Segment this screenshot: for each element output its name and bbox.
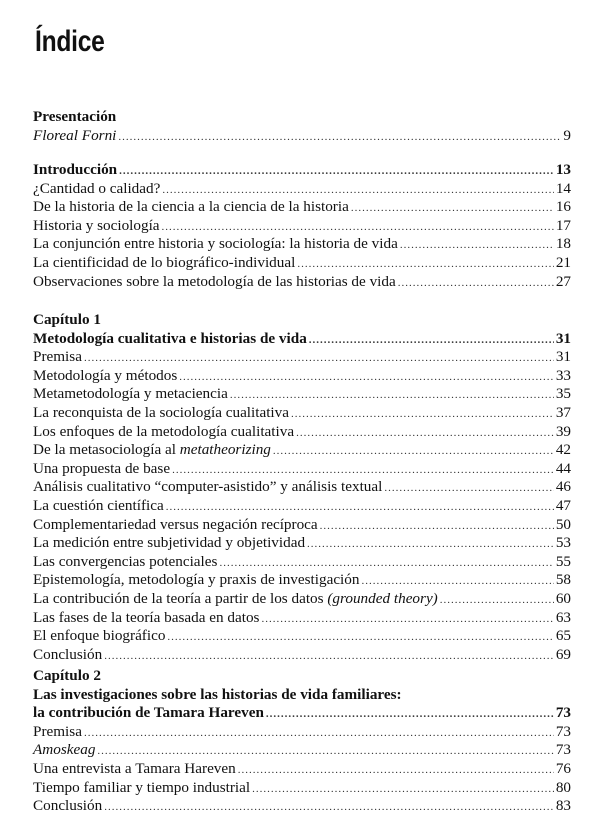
toc-entry-text: Una entrevista a Tamara Hareven (33, 759, 236, 777)
toc-entry-text: Premisa (33, 348, 82, 366)
toc-page-number: 69 (555, 645, 571, 663)
toc-entry-title (33, 385, 228, 404)
toc-entry-text: Conclusión (33, 797, 103, 815)
toc-page-number: 60 (555, 589, 571, 607)
dot-leader (273, 442, 554, 461)
toc-page-number: 42 (555, 441, 571, 459)
toc-entry (33, 108, 571, 127)
toc-entry-title (33, 235, 398, 254)
toc-page-number: 63 (555, 608, 571, 626)
toc-entry-text: Floreal Forni (33, 126, 117, 144)
toc-entry (33, 161, 571, 180)
dot-leader (296, 424, 554, 443)
dot-leader (320, 517, 554, 536)
toc-entry-text: Historia y sociología (33, 216, 160, 234)
toc-entry-text: De la historia de la ciencia a la ciencia de la historia (33, 198, 349, 216)
toc-entry (33, 235, 571, 254)
toc-entry-title (33, 161, 117, 180)
toc-entry-title (33, 478, 382, 497)
toc-entry (33, 254, 571, 273)
toc-section-capitulo-1 (33, 311, 571, 664)
dot-leader (230, 386, 554, 405)
toc-entry (33, 478, 571, 497)
dot-leader (162, 218, 554, 237)
toc-entry-text: De la metasociología al (33, 441, 180, 459)
toc-entry-title (33, 534, 305, 553)
dot-leader (261, 610, 553, 629)
toc-page-number: 47 (555, 496, 571, 514)
toc-page-number: 53 (555, 534, 571, 552)
toc-entry (33, 441, 571, 460)
toc-entry (33, 404, 571, 423)
dot-leader (179, 368, 554, 387)
toc-entry-title (33, 590, 438, 609)
toc-entry-text: Conclusión (33, 645, 103, 663)
toc-page-number: 33 (555, 366, 571, 384)
toc-entry-title (33, 311, 101, 330)
toc-entry-text: Capítulo 1 (33, 311, 101, 328)
toc-page-number: 46 (555, 478, 571, 496)
toc-entry-title (33, 497, 164, 516)
toc-entry (33, 553, 571, 572)
toc-entry (33, 516, 571, 535)
dot-leader (119, 162, 554, 181)
dot-leader (166, 498, 554, 517)
toc-page-number: 35 (555, 385, 571, 403)
toc-section-introduccion (33, 161, 571, 291)
toc-entry (33, 423, 571, 442)
dot-leader (162, 181, 553, 200)
dot-leader (104, 647, 554, 666)
toc-entry-text: Premisa (33, 722, 82, 740)
toc-entry-text: Una propuesta de base (33, 459, 171, 477)
toc-entry-text: La cuestión científica (33, 496, 164, 514)
toc-entry-text: Epistemología, metodología y praxis de investigación (33, 571, 360, 589)
toc-entry (33, 704, 571, 723)
dot-leader (400, 236, 554, 255)
toc-entry (33, 723, 571, 742)
toc-entry-title (33, 108, 116, 127)
toc-entry-title (33, 217, 160, 236)
toc-page-number: 39 (555, 422, 571, 440)
toc-entry (33, 779, 571, 798)
toc-entry-title (33, 441, 271, 460)
toc-entry-title (33, 571, 359, 590)
toc-page-number: 27 (555, 272, 571, 290)
toc-entry-title (33, 367, 177, 386)
toc-entry-text: Complementariedad versus negación recíproca (33, 515, 318, 533)
toc-entry (33, 497, 571, 516)
toc-entry (33, 646, 571, 665)
toc-page-number: 16 (555, 198, 571, 216)
toc-entry-italic-text: metatheorizing (179, 441, 271, 459)
toc-entry (33, 667, 571, 686)
dot-leader (84, 349, 554, 368)
toc-entry-title (33, 127, 116, 146)
toc-page-number: 37 (555, 403, 571, 421)
toc-entry-title (33, 254, 295, 273)
toc-entry-text: Análisis cualitativo “computer-asistido” y análisis textual (33, 478, 383, 496)
toc-entry-title (33, 627, 165, 646)
toc-entry-title (33, 779, 250, 798)
toc-entry-title (33, 646, 102, 665)
toc-entry (33, 534, 571, 553)
toc-entry-text: Amoskeag (33, 741, 96, 759)
toc-page-number: 55 (555, 552, 571, 570)
toc-entry (33, 590, 571, 609)
toc-entry-text: Observaciones sobre la metodología de las historias de vida (33, 272, 396, 290)
toc-entry (33, 180, 571, 199)
toc-page-number: 31 (555, 329, 571, 347)
toc-entry-text: La contribución de la teoría a partir de los datos (33, 589, 328, 607)
dot-leader (104, 798, 554, 817)
dot-leader (297, 255, 554, 274)
toc-entry-title (33, 667, 101, 686)
toc-entry-text: Metametodología y metaciencia (33, 385, 228, 403)
toc-entry (33, 127, 571, 146)
toc-entry-text: ¿Cantidad o calidad? (33, 179, 161, 197)
toc-entry-title (33, 460, 170, 479)
toc-entry-title (33, 704, 264, 723)
toc-entry-text: Las fases de la teoría basada en datos (33, 608, 260, 626)
toc-entry (33, 198, 571, 217)
dot-leader (97, 742, 553, 761)
toc-page-number: 73 (555, 741, 571, 759)
toc-entry-text: Introducción (33, 161, 118, 178)
toc-page-number: 44 (555, 459, 571, 477)
toc-entry-title (33, 686, 402, 705)
dot-leader (351, 199, 554, 218)
toc-entry-title (33, 516, 318, 535)
toc-page-number: 18 (555, 235, 571, 253)
toc-page-number: 17 (555, 216, 571, 234)
toc-entry (33, 330, 571, 349)
toc-page-number: 76 (555, 759, 571, 777)
toc-entry-text: Presentación (33, 108, 117, 125)
toc-page-number: 13 (555, 161, 571, 178)
dot-leader (167, 628, 553, 647)
toc-entry-text: La conjunción entre historia y sociología: la historia de vida (33, 235, 398, 253)
dot-leader (252, 780, 554, 799)
toc-entry-text: Metodología y métodos (33, 366, 178, 384)
toc-entry (33, 686, 571, 705)
toc-page-number: 65 (555, 627, 571, 645)
dot-leader (172, 461, 554, 480)
toc-page-number: 31 (555, 348, 571, 366)
toc-entry (33, 311, 571, 330)
toc-entry-title (33, 423, 294, 442)
toc-entry-text: El enfoque biográfico (33, 627, 166, 645)
toc-entry-italic-text: (grounded theory) (327, 589, 438, 607)
dot-leader (398, 274, 554, 293)
toc-entry-text: Tiempo familiar y tiempo industrial (33, 778, 251, 796)
toc-entry (33, 348, 571, 367)
toc-entry-title (33, 609, 259, 628)
toc-entry-text: La cientificidad de lo biográfico-individual (33, 253, 296, 271)
toc-page-number: 80 (555, 778, 571, 796)
toc-entry-text: Metodología cualitativa e historias de vida (33, 329, 307, 347)
toc-entry (33, 741, 571, 760)
toc-entry-text: Los enfoques de la metodología cualitativa (33, 422, 295, 440)
toc-entry-title (33, 180, 160, 199)
toc-entry-text: La medición entre subjetividad y objetividad (33, 534, 306, 552)
toc-entry (33, 797, 571, 816)
dot-leader (266, 705, 554, 724)
toc-entry (33, 609, 571, 628)
toc-page-number: 9 (563, 126, 571, 144)
dot-leader (118, 128, 561, 147)
toc-entry-title (33, 348, 82, 367)
toc-entry-title (33, 330, 307, 349)
toc-entry-title (33, 198, 349, 217)
page-title: Índice (35, 25, 105, 58)
toc-entry (33, 217, 571, 236)
dot-leader (309, 331, 554, 350)
toc-entry-text: la contribución de Tamara Hareven (33, 704, 264, 722)
toc-entry (33, 385, 571, 404)
toc-page-number: 50 (555, 515, 571, 533)
dot-leader (384, 479, 553, 498)
toc-entry-text: Las investigaciones sobre las historias de vida familiares: (33, 685, 402, 703)
toc-entry-text: Las convergencias potenciales (33, 552, 218, 570)
toc-entry-title (33, 273, 396, 292)
toc-entry-title (33, 553, 217, 572)
toc-entry (33, 273, 571, 292)
dot-leader (307, 535, 554, 554)
dot-leader (291, 405, 554, 424)
toc-entry-title (33, 797, 102, 816)
toc-entry (33, 571, 571, 590)
toc-entry-title (33, 723, 82, 742)
dot-leader (238, 761, 554, 780)
dot-leader (361, 572, 553, 591)
toc-entry (33, 760, 571, 779)
dot-leader (440, 591, 554, 610)
toc-page-number: 21 (555, 253, 571, 271)
toc-page-number: 83 (555, 797, 571, 815)
toc-page-number: 14 (555, 179, 571, 197)
dot-leader (84, 724, 554, 743)
toc-entry-title (33, 741, 95, 760)
toc-entry (33, 460, 571, 479)
toc-entry-title (33, 760, 236, 779)
toc-entry-title (33, 404, 289, 423)
toc-page-number: 58 (555, 571, 571, 589)
toc-entry-text: Capítulo 2 (33, 667, 101, 684)
toc-page-number: 73 (555, 704, 571, 722)
toc-section-presentacion (33, 108, 571, 145)
toc-section-capitulo-2 (33, 667, 571, 816)
toc-entry (33, 627, 571, 646)
toc-entry-text: La reconquista de la sociología cualitativa (33, 403, 289, 421)
dot-leader (219, 554, 553, 573)
toc-entry (33, 367, 571, 386)
toc-page-number: 73 (555, 722, 571, 740)
